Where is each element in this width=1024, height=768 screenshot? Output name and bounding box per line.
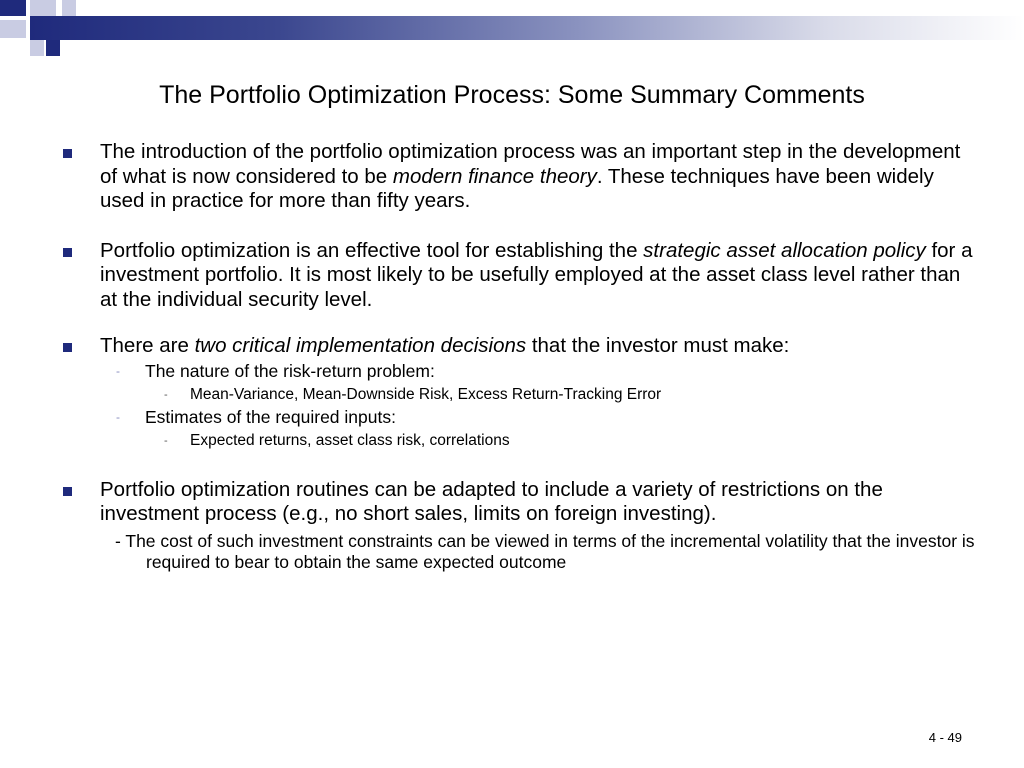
- sub-bullet-text: The nature of the risk-return problem:: [145, 360, 435, 381]
- bullet-note: - The cost of such investment constraints can be viewed in terms of the incremental volatility that the investor is required to bear to obtain the same expected outcome: [115, 530, 975, 572]
- bullet-item: [60, 239, 980, 313]
- bullet-emphasis: strategic asset allocation policy: [643, 238, 926, 262]
- square-bullet-icon: [63, 248, 72, 257]
- sub-sub-bullet-text: Mean-Variance, Mean-Downside Risk, Excess Return-Tracking Error: [190, 385, 662, 403]
- deco-square-dark: [0, 0, 26, 16]
- header-decoration: [0, 0, 1024, 60]
- bullet-emphasis: two critical implementation decisions: [194, 334, 527, 357]
- bullet-text: The introduction of the portfolio optimization process was an important step in the development of what is now considered to be: [100, 140, 961, 188]
- header-gradient-bar: [30, 16, 1024, 40]
- square-bullet-icon: [63, 343, 72, 352]
- square-bullet-icon: [63, 149, 72, 158]
- dash-bullet-icon: -: [116, 363, 120, 378]
- dash-bullet-icon: -: [116, 409, 120, 424]
- deco-square-light: [62, 0, 76, 16]
- slide-content: [60, 140, 980, 573]
- bullet-text: . These techniques have been widely used in practice for more than fifty years.: [100, 164, 934, 212]
- deco-square-light: [0, 20, 26, 38]
- sub-sub-bullet-text: Expected returns, asset class risk, correlations: [190, 431, 510, 449]
- sub-bullet-item: [60, 406, 980, 428]
- bullet-item: [60, 334, 980, 359]
- sub-bullet-item: [60, 360, 980, 382]
- sub-sub-bullet-item: [60, 431, 980, 451]
- bullet-text: that the investor must make:: [526, 334, 790, 357]
- deco-square-dark: [46, 40, 60, 56]
- dash-bullet-icon: -: [164, 388, 168, 401]
- bullet-text: Portfolio optimization is an effective tool for establishing the: [100, 238, 644, 262]
- square-bullet-icon: [63, 487, 72, 496]
- deco-square-light: [30, 0, 56, 16]
- page-number: 4 - 49: [928, 730, 962, 745]
- deco-square-light: [30, 40, 44, 56]
- bullet-text: Portfolio optimization routines can be adapted to include a variety of restrictions on the investment process (e.g., no short sales, limits on foreign investing).: [100, 477, 883, 525]
- bullet-item: [60, 478, 980, 527]
- sub-sub-bullet-item: [60, 385, 980, 405]
- bullet-text: for a investment portfolio. It is most likely to be usefully employed at the asset class level rather than at the individual security level.: [100, 238, 973, 311]
- slide-title: The Portfolio Optimization Process: Some Summary Comments: [159, 81, 865, 109]
- bullet-emphasis: modern finance theory: [392, 164, 597, 188]
- sub-bullet-text: Estimates of the required inputs:: [145, 406, 396, 427]
- dash-bullet-icon: -: [164, 434, 168, 447]
- bullet-text: There are: [100, 334, 195, 357]
- bullet-item: [60, 140, 980, 214]
